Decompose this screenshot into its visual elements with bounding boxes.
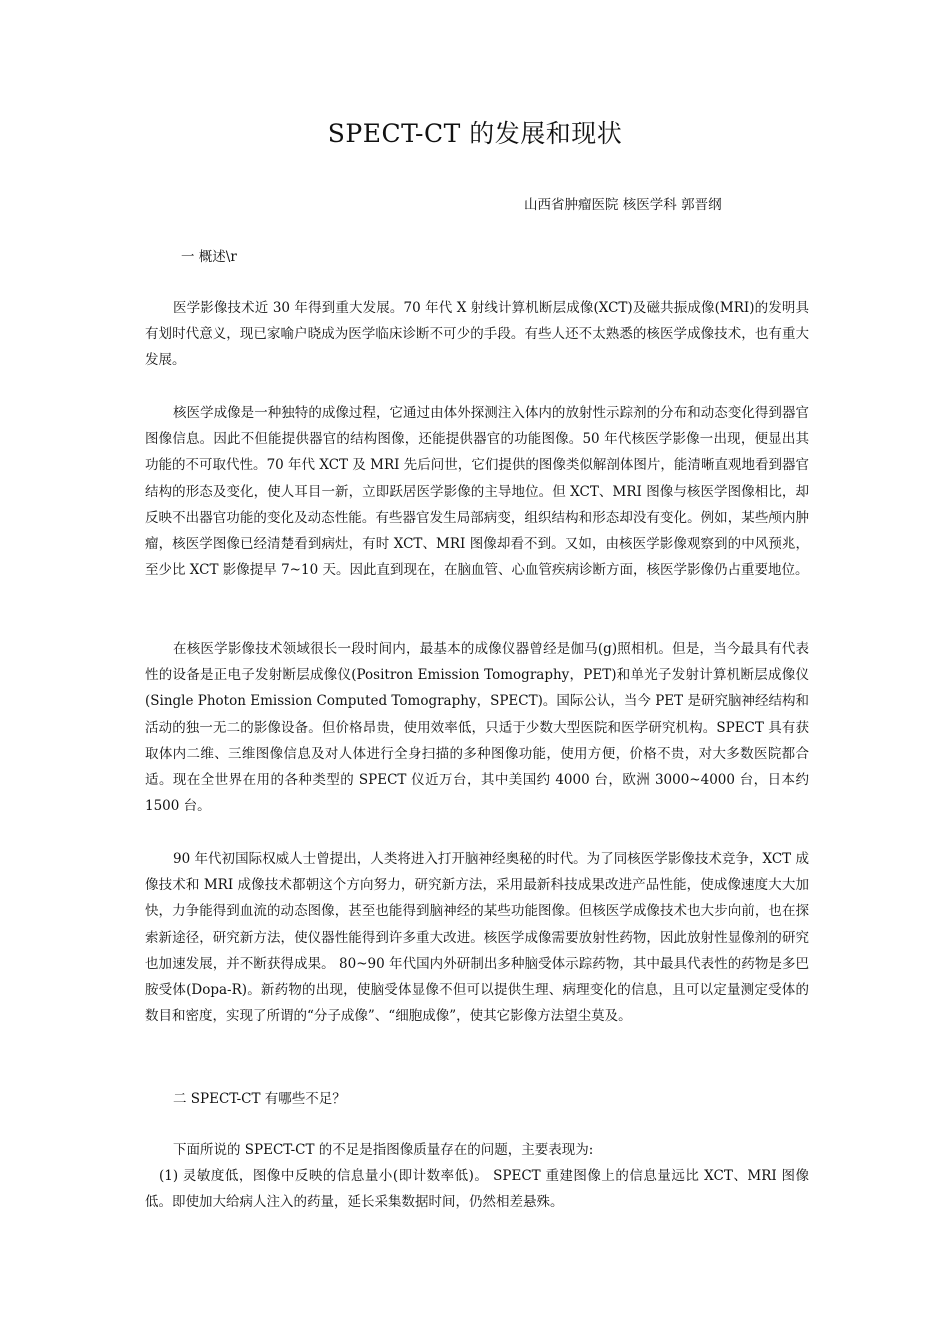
paragraph-2: 核医学成像是一种独特的成像过程，它通过由体外探测注入体内的放射性示踪剂的分布和动态变化得到器官图像信息。因此不但能提供器官的结构图像，还能提供器官的功能图像。50 年代核医学影像一出现，便显出其功能的不可取代性。70 年代 XCT 及 MRI 先后问世，它们提供的图像类似解剖体图片，能清晰直观地看到器官结构的形态及变化，使人耳目一新，立即跃居医学影像的主导地位。但 XCT、MRI 图像与核医学图像相比，却反映不出器官功能的变化及动态性能。有些器官发生局部病变，组织结构和形态却没有变化。例如，某些颅内肿瘤，核医学图像已经清楚看到病灶，有时 XCT、MRI 图像却看不到。又如，由核医学影像观察到的中风预兆，至少比 XCT 影像提早 7~10 天。因此直到现在，在脑血管、心血管疾病诊断方面，核医学影像仍占重要地位。	[145, 405, 809, 579]
section-heading-shortcomings: 二 SPECT-CT 有哪些不足？	[173, 1091, 346, 1107]
author-line: 山西省肿瘤医院 核医学科 郭晋纲	[524, 197, 722, 213]
list-item-1: (1) 灵敏度低，图像中反映的信息量小(即计数率低)。 SPECT 重建图像上的信息量远比 XCT、MRI 图像低。即使加大给病人注入的药量，延长采集数据时间，仍然相差悬殊。	[145, 1168, 809, 1211]
paragraph-section2-intro: 下面所说的 SPECT-CT 的不足是指图像质量存在的问题，主要表现为:	[173, 1142, 594, 1158]
paragraph-1: 医学影像技术近 30 年得到重大发展。70 年代 X 射线计算机断层成像(XCT)及磁共振成像(MRI)的发明具有划时代意义，现已家喻户晓成为医学临床诊断不可少的手段。有些人还不太熟悉的核医学成像技术，也有重大发展。	[145, 300, 809, 369]
paragraph-3: 在核医学影像技术领域很长一段时间内，最基本的成像仪器曾经是伽马(g)照相机。但是，当今最具有代表性的设备是正电子发射断层成像仪(Positron Emission Tomography，PET)和单光子发射计算机断层成像仪(Single Photon Emission Computed Tomography，SPECT)。国际公认，当今 PET 是研究脑神经结构和活动的独一无二的影像设备。但价格昂贵，使用效率低，只适于少数大型医院和医学研究机构。SPECT 具有获取体内二维、三维图像信息及对人体进行全身扫描的多种图像功能，使用方便，价格不贵，对大多数医院都合适。现在全世界在用的各种类型的 SPECT 仪近万台，其中美国约 4000 台，欧洲 3000~4000 台，日本约 1500 台。	[145, 641, 809, 815]
paragraph-4: 90 年代初国际权威人士曾提出，人类将进入打开脑神经奥秘的时代。为了同核医学影像技术竞争，XCT 成像技术和 MRI 成像技术都朝这个方向努力，研究新方法，采用最新科技成果改进产品性能，使成像速度大大加快，力争能得到血流的动态图像，甚至也能得到脑神经的某些功能图像。但核医学成像技术也大步向前，也在探索新途径，研究新方法，使仪器性能得到许多重大改进。核医学成像需要放射性药物，因此放射性显像剂的研究也加速发展，并不断获得成果。 80~90 年代国内外研制出多种脑受体示踪药物，其中最具代表性的药物是多巴胺受体(Dopa-R)。新药物的出现，使脑受体显像不但可以提供生理、病理变化的信息，且可以定量测定受体的数目和密度，实现了所谓的“分子成像”、“细胞成像”，使其它影像方法望尘莫及。	[145, 851, 809, 1025]
section-heading-overview: 一 概述\r	[181, 249, 237, 265]
document-title: SPECT-CT 的发展和现状	[327, 119, 623, 148]
